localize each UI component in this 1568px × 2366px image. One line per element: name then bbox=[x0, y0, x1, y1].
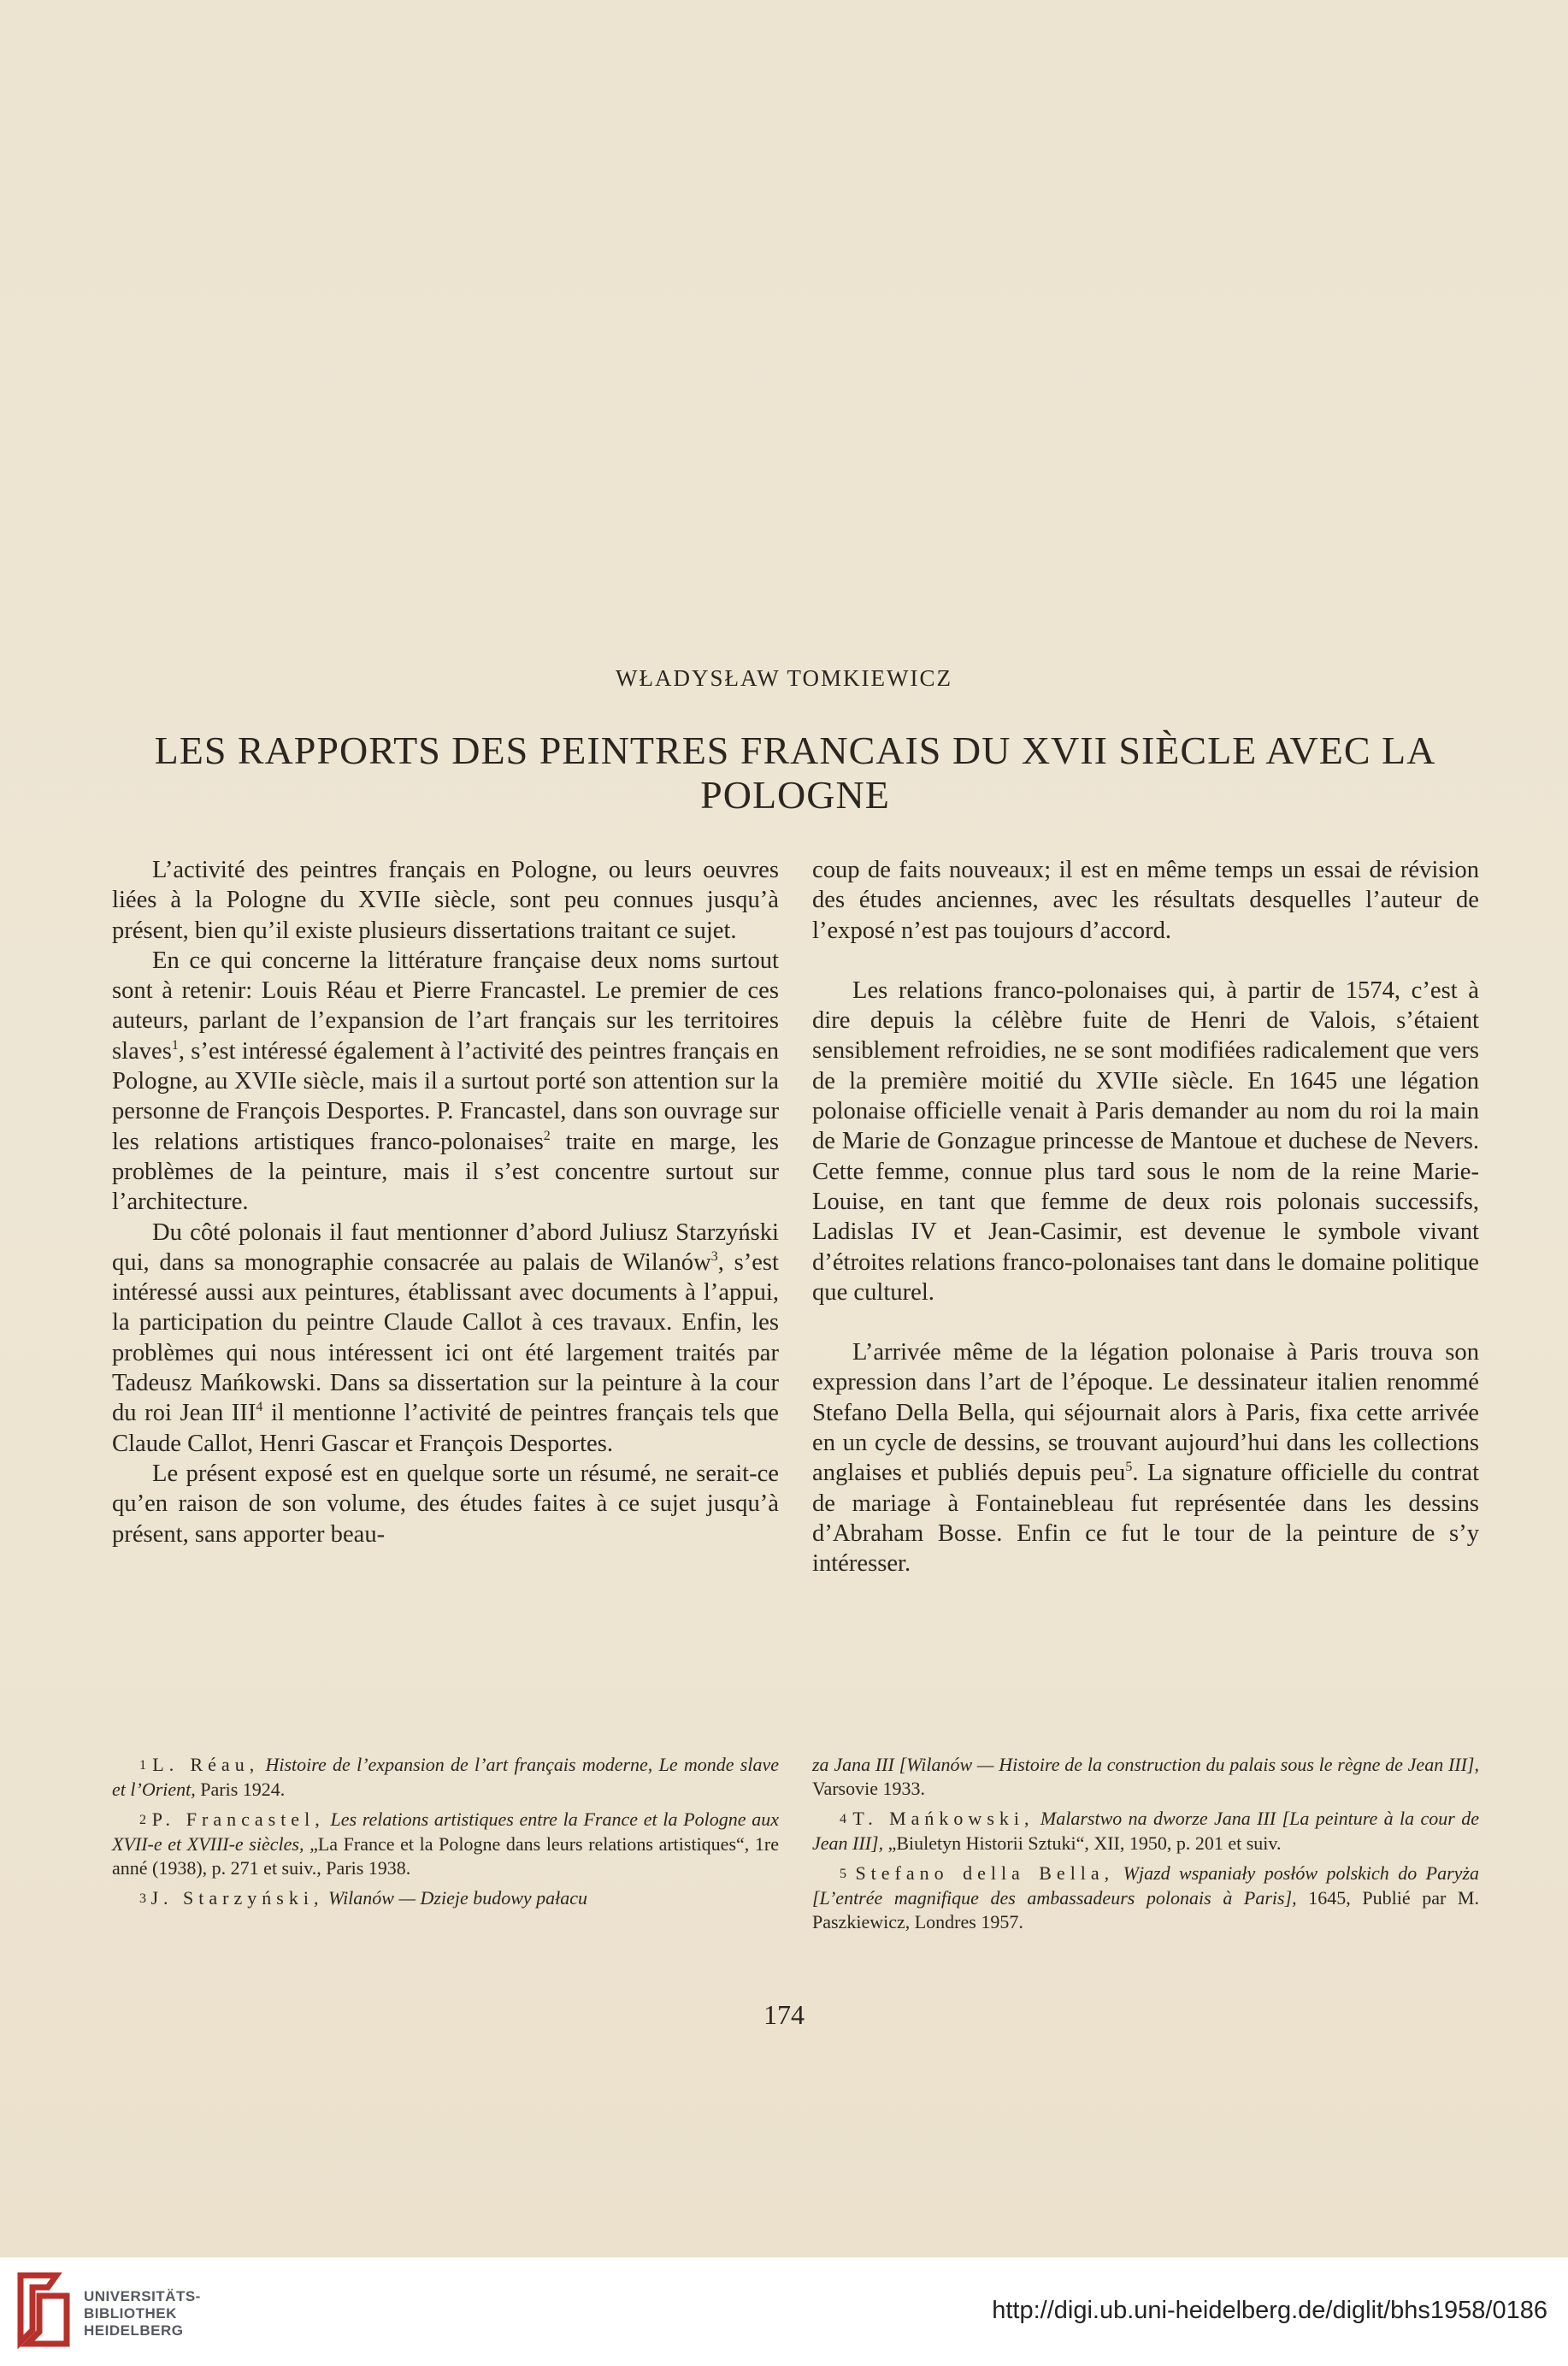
page-number: 174 bbox=[763, 1999, 805, 2030]
paragraph: L’arrivée même de la légation polonaise à Paris trouva son expression dans l’art de l’époque. Le dessinateur italien renommé Stefano Della Bella, qui séjournait alors à Paris, fixa cette arrivée en un cycle de dessins, se trouvant aujourd’hui dans les collections anglaises et publiés depuis peu$^5$. La signature officielle du contrat de mariage à Fontainebleau fut représentée dans les dessins d’Abraham Bosse. Enfin ce fut le tour de la peinture de s’y intéresser. bbox=[812, 1339, 1480, 1578]
footnote: 4 T. Mańkowski, Malarstwo na dworze Jana III [La peinture à la cour de Jean III], „Biuletyn Historii Sztuki“, XII, 1950, p. 201 et suiv. bbox=[812, 1808, 1480, 1854]
paragraph: L’activité des peintres français en Pologne, ou leurs oeuvres liées à la Pologne du XVIIe siècle, sont peu connues jusqu’à présent, bien qu’il existe plusieurs dissertations traitant ce sujet. bbox=[112, 857, 779, 944]
footnotes-right bbox=[812, 1753, 1479, 1940]
footnote-continued: za Jana III [Wilanów — Histoire de la construction du palais sous le règne de Jean III], Varsovie 1933. bbox=[812, 1754, 1479, 1799]
footnote: 1 L. Réau, Histoire de l’expansion de l’art français moderne, Le monde slave et l’Orient, Paris 1924. bbox=[112, 1754, 779, 1800]
footnote: 3 J. Starzyński, Wilanów — Dzieje budowy pałacu bbox=[139, 1887, 588, 1909]
library-name[interactable]: UNIVERSITÄTS- BIBLIOTHEK HEIDELBERG bbox=[84, 2288, 201, 2339]
footnotes-left bbox=[112, 1753, 779, 1917]
paragraph: Du côté polonais il faut mentionner d’abord Juliusz Starzyński qui, dans sa monographie consacrée au palais de Wilanów$^3$, s’est intéressé aussi aux peintures, établissant avec documents à l’appui, la participation du peintre Claude Callot à ces travaux. Enfin, les problèmes qui nous intéressent ici ont été largement traités par Tadeusz Mańkowski. Dans sa dissertation sur la peinture à la cour du roi Jean III$^4$ il mentionne l’activité de peintres français tels que Claude Callot, Henri Gascar et François Desportes. bbox=[112, 1218, 779, 1457]
footnote-ref[interactable]: 3 bbox=[710, 1248, 718, 1264]
paragraph: Les relations franco-polonaises qui, à partir de 1574, c’est à dire depuis la célèbre fuite de Henri de Valois, s’étaient sensiblement refroidies, ne se sont modifiées radicalement que vers de la première moitié du XVIIe siècle. En 1645 une légation polonaise officielle venait à Paris demander au nom du roi la main de Marie de Gonzague princesse de Mantoue et duchese de Nevers. Cette femme, connue plus tard sous le nom de la reine Marie-Louise, en tant que femme de deux rois polonais successifs, Ladislas IV et Jean-Casimir, est devenue le symbole vivant d’étroites relations franco-polonaises tant dans le domaine politique que culturel. bbox=[812, 976, 1479, 1306]
article-title: LES RAPPORTS DES PEINTRES FRANCAIS DU XVII SIÈCLE AVEC LA POLOGNE bbox=[154, 729, 1436, 817]
footnote: 5 Stefano della Bella, Wjazd wspaniały posłów polskich do Paryża [L’entrée magnifique des ambassadeurs polonais à Paris], 1645, Publié par M. Paszkiewicz, Londres 1957. bbox=[812, 1862, 1480, 1932]
article-author: WŁADYSŁAW TOMKIEWICZ bbox=[615, 665, 953, 691]
body-column-right bbox=[812, 855, 1479, 1579]
source-url-link[interactable]: http://digi.ub.uni-heidelberg.de/diglit/bhs1958/0186 bbox=[992, 2297, 1547, 2324]
paragraph: Le présent exposé est en quelque sorte un résumé, ne serait-ce qu’en raison de son volume, des études faites à ce sujet jusqu’à présent, sans apporter beau- bbox=[112, 1460, 779, 1548]
body-column-left bbox=[112, 855, 779, 1549]
footnote-ref[interactable]: 5 bbox=[1125, 1460, 1133, 1475]
ub-heidelberg-logo-icon[interactable] bbox=[14, 2270, 74, 2349]
footnote-ref[interactable]: 4 bbox=[256, 1400, 263, 1415]
footnote-ref[interactable]: 2 bbox=[543, 1128, 551, 1143]
paragraph: En ce qui concerne la littérature française deux noms surtout sont à retenir: Louis Réau et Pierre Francastel. Le premier de ces auteurs, parlant de l’expansion de l’art français sur les territoires slaves$^1$, s’est intéressé également à l’activité des peintres français en Pologne, au XVIIe siècle, mais il a surtout porté son attention sur la personne de François Desportes. P. Francastel, dans son ouvrage sur les relations artistiques franco-polonaises$^2$ traite en marge, les problèmes de la peinture, mais il s’est concentre surtout sur l’architecture. bbox=[112, 947, 779, 1216]
footnote-ref[interactable]: 1 bbox=[171, 1037, 179, 1053]
footnote: 2 P. Francastel, Les relations artistiques entre la France et la Pologne aux XVII-e et XVIII-e siècles, „La France et la Pologne dans leurs relations artistiques“, 1re anné (1938), p. 271 et suiv., Paris 1938. bbox=[112, 1808, 780, 1879]
paragraph: coup de faits nouveaux; il est en même temps un essai de révision des études anciennes, avec les résultats desquelles l’auteur de l’exposé n’est pas toujours d’accord. bbox=[812, 857, 1479, 944]
